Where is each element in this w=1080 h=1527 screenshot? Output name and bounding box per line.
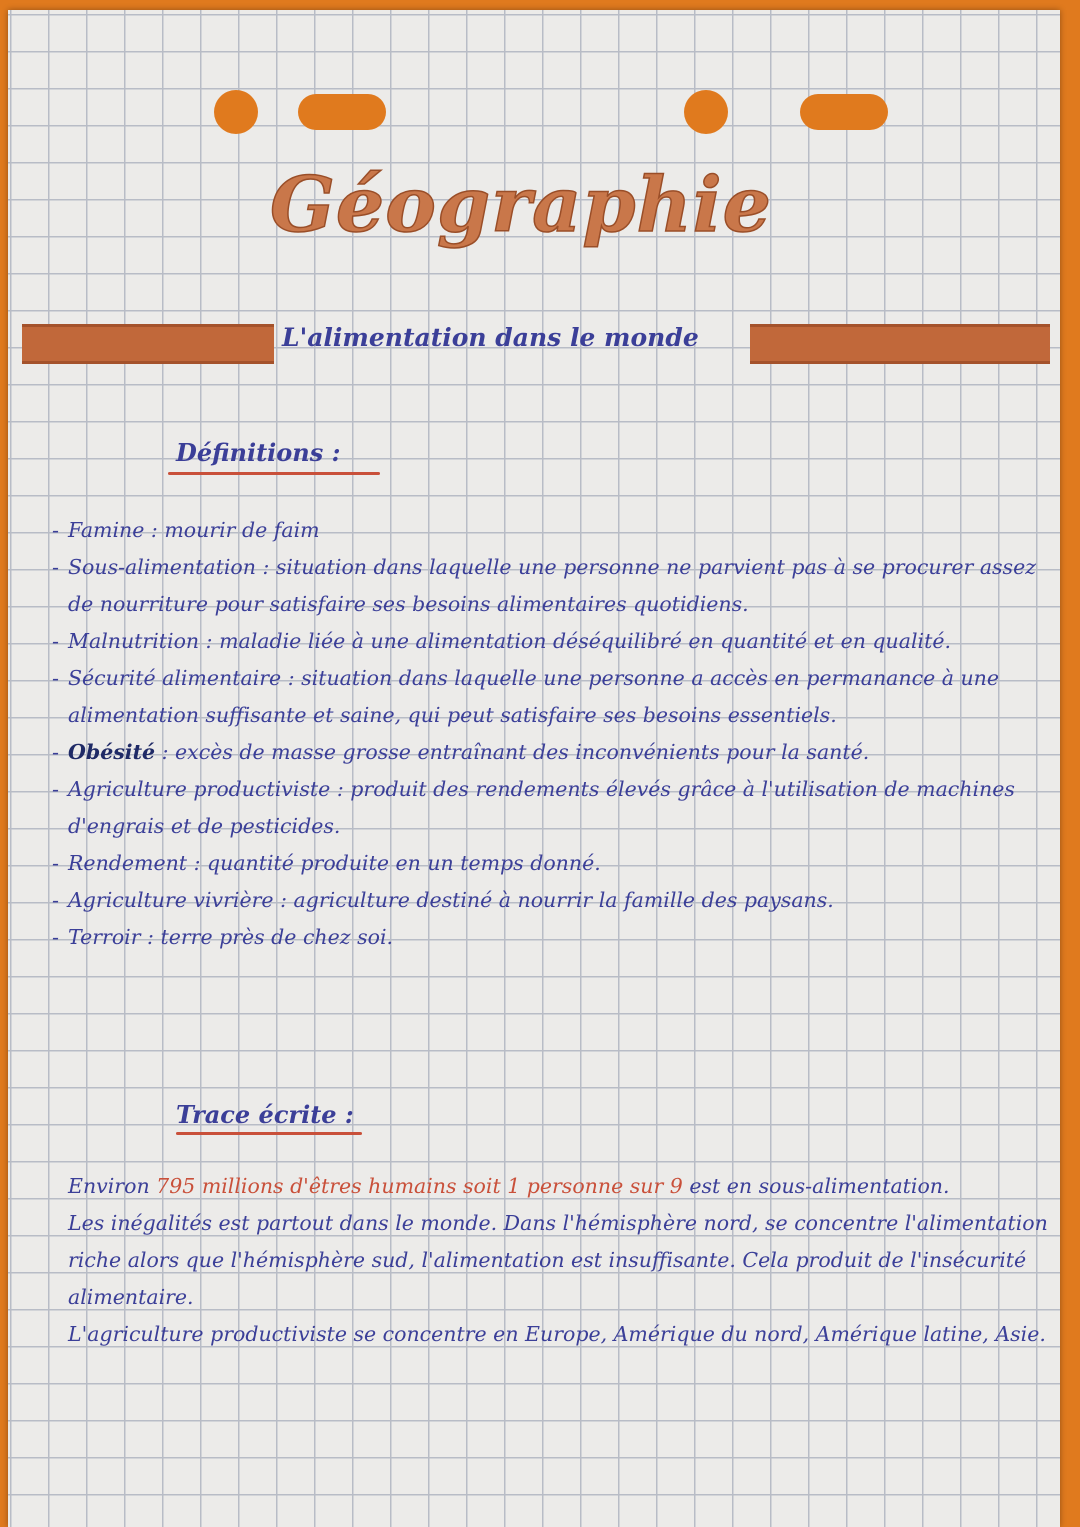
definitions-list <box>52 512 1052 956</box>
list-item <box>52 919 1052 956</box>
trace-underline <box>176 1132 362 1135</box>
trace-paragraph: Les inégalités est partout dans le monde. Dans l'hémisphère nord, se concentre l'alimentation riche alors que l'hémisphère sud, l'alimentation est insuffisante. Cela produit de l'insécurité alimentaire. <box>68 1211 1048 1309</box>
page-title: Géographie <box>270 160 772 249</box>
binder-hole-icon <box>684 90 728 134</box>
list-item <box>52 623 1052 660</box>
definition-term: Famine <box>68 518 145 542</box>
definition-text: : quantité produite en un temps donné. <box>193 851 601 875</box>
list-item <box>52 882 1052 919</box>
definition-text: : mourir de faim <box>150 518 320 542</box>
trace-ecrite-text <box>68 1168 1048 1353</box>
trace-paragraph: L'agriculture productiviste se concentre en Europe, Amérique du nord, Amérique latine, Asie. <box>68 1322 1046 1346</box>
definition-text: : situation dans laquelle une personne ne parvient pas à se procurer assez de nourriture pour satisfaire ses besoins alimentaires quotidiens. <box>68 555 1037 616</box>
list-item <box>52 771 1052 845</box>
trace-heading: Trace écrite : <box>176 1100 354 1129</box>
list-item <box>52 845 1052 882</box>
definition-text: : maladie liée à une alimentation déséquilibré en quantité et en qualité. <box>205 629 951 653</box>
trace-text: Environ <box>68 1174 157 1198</box>
definition-term: Agriculture productiviste <box>68 777 331 801</box>
highlighted-fact: 795 millions d'êtres humains soit 1 personne sur 9 <box>156 1174 683 1198</box>
definition-term: Sous-alimentation <box>68 555 256 579</box>
notebook-page <box>8 10 1060 1527</box>
definition-text: : produit des rendements élevés grâce à l'utilisation de machines d'engrais et de pesticides. <box>68 777 1015 838</box>
definition-term: Rendement <box>68 851 188 875</box>
definitions-underline <box>168 472 380 475</box>
binder-hole-icon <box>214 90 258 134</box>
definition-text: : agriculture destiné à nourrir la famille des paysans. <box>280 888 834 912</box>
binder-hole-icon <box>298 94 386 130</box>
binder-hole-icon <box>800 94 888 130</box>
definition-term: Sécurité alimentaire <box>68 666 282 690</box>
list-item <box>52 512 1052 549</box>
trace-text: est en sous-alimentation. <box>682 1174 950 1198</box>
definition-term: Agriculture vivrière <box>68 888 274 912</box>
title-band-right <box>750 324 1050 364</box>
list-item <box>52 734 1052 771</box>
definition-term: Malnutrition <box>68 629 200 653</box>
lesson-subtitle: L'alimentation dans le monde <box>282 323 699 352</box>
definition-text: : terre près de chez soi. <box>147 925 394 949</box>
definition-text: : situation dans laquelle une personne a accès en permanance à une alimentation suffisante et saine, qui peut satisfaire ses besoins essentiels. <box>68 666 1000 727</box>
trace-paragraph <box>68 1168 1048 1205</box>
definitions-heading: Définitions : <box>176 438 341 467</box>
definition-term: Obésité <box>68 740 156 764</box>
list-item <box>52 660 1052 734</box>
title-band-left <box>22 324 274 364</box>
definition-text: : excès de masse grosse entraînant des inconvénients pour la santé. <box>161 740 870 764</box>
definition-term: Terroir <box>68 925 141 949</box>
list-item <box>52 549 1052 623</box>
